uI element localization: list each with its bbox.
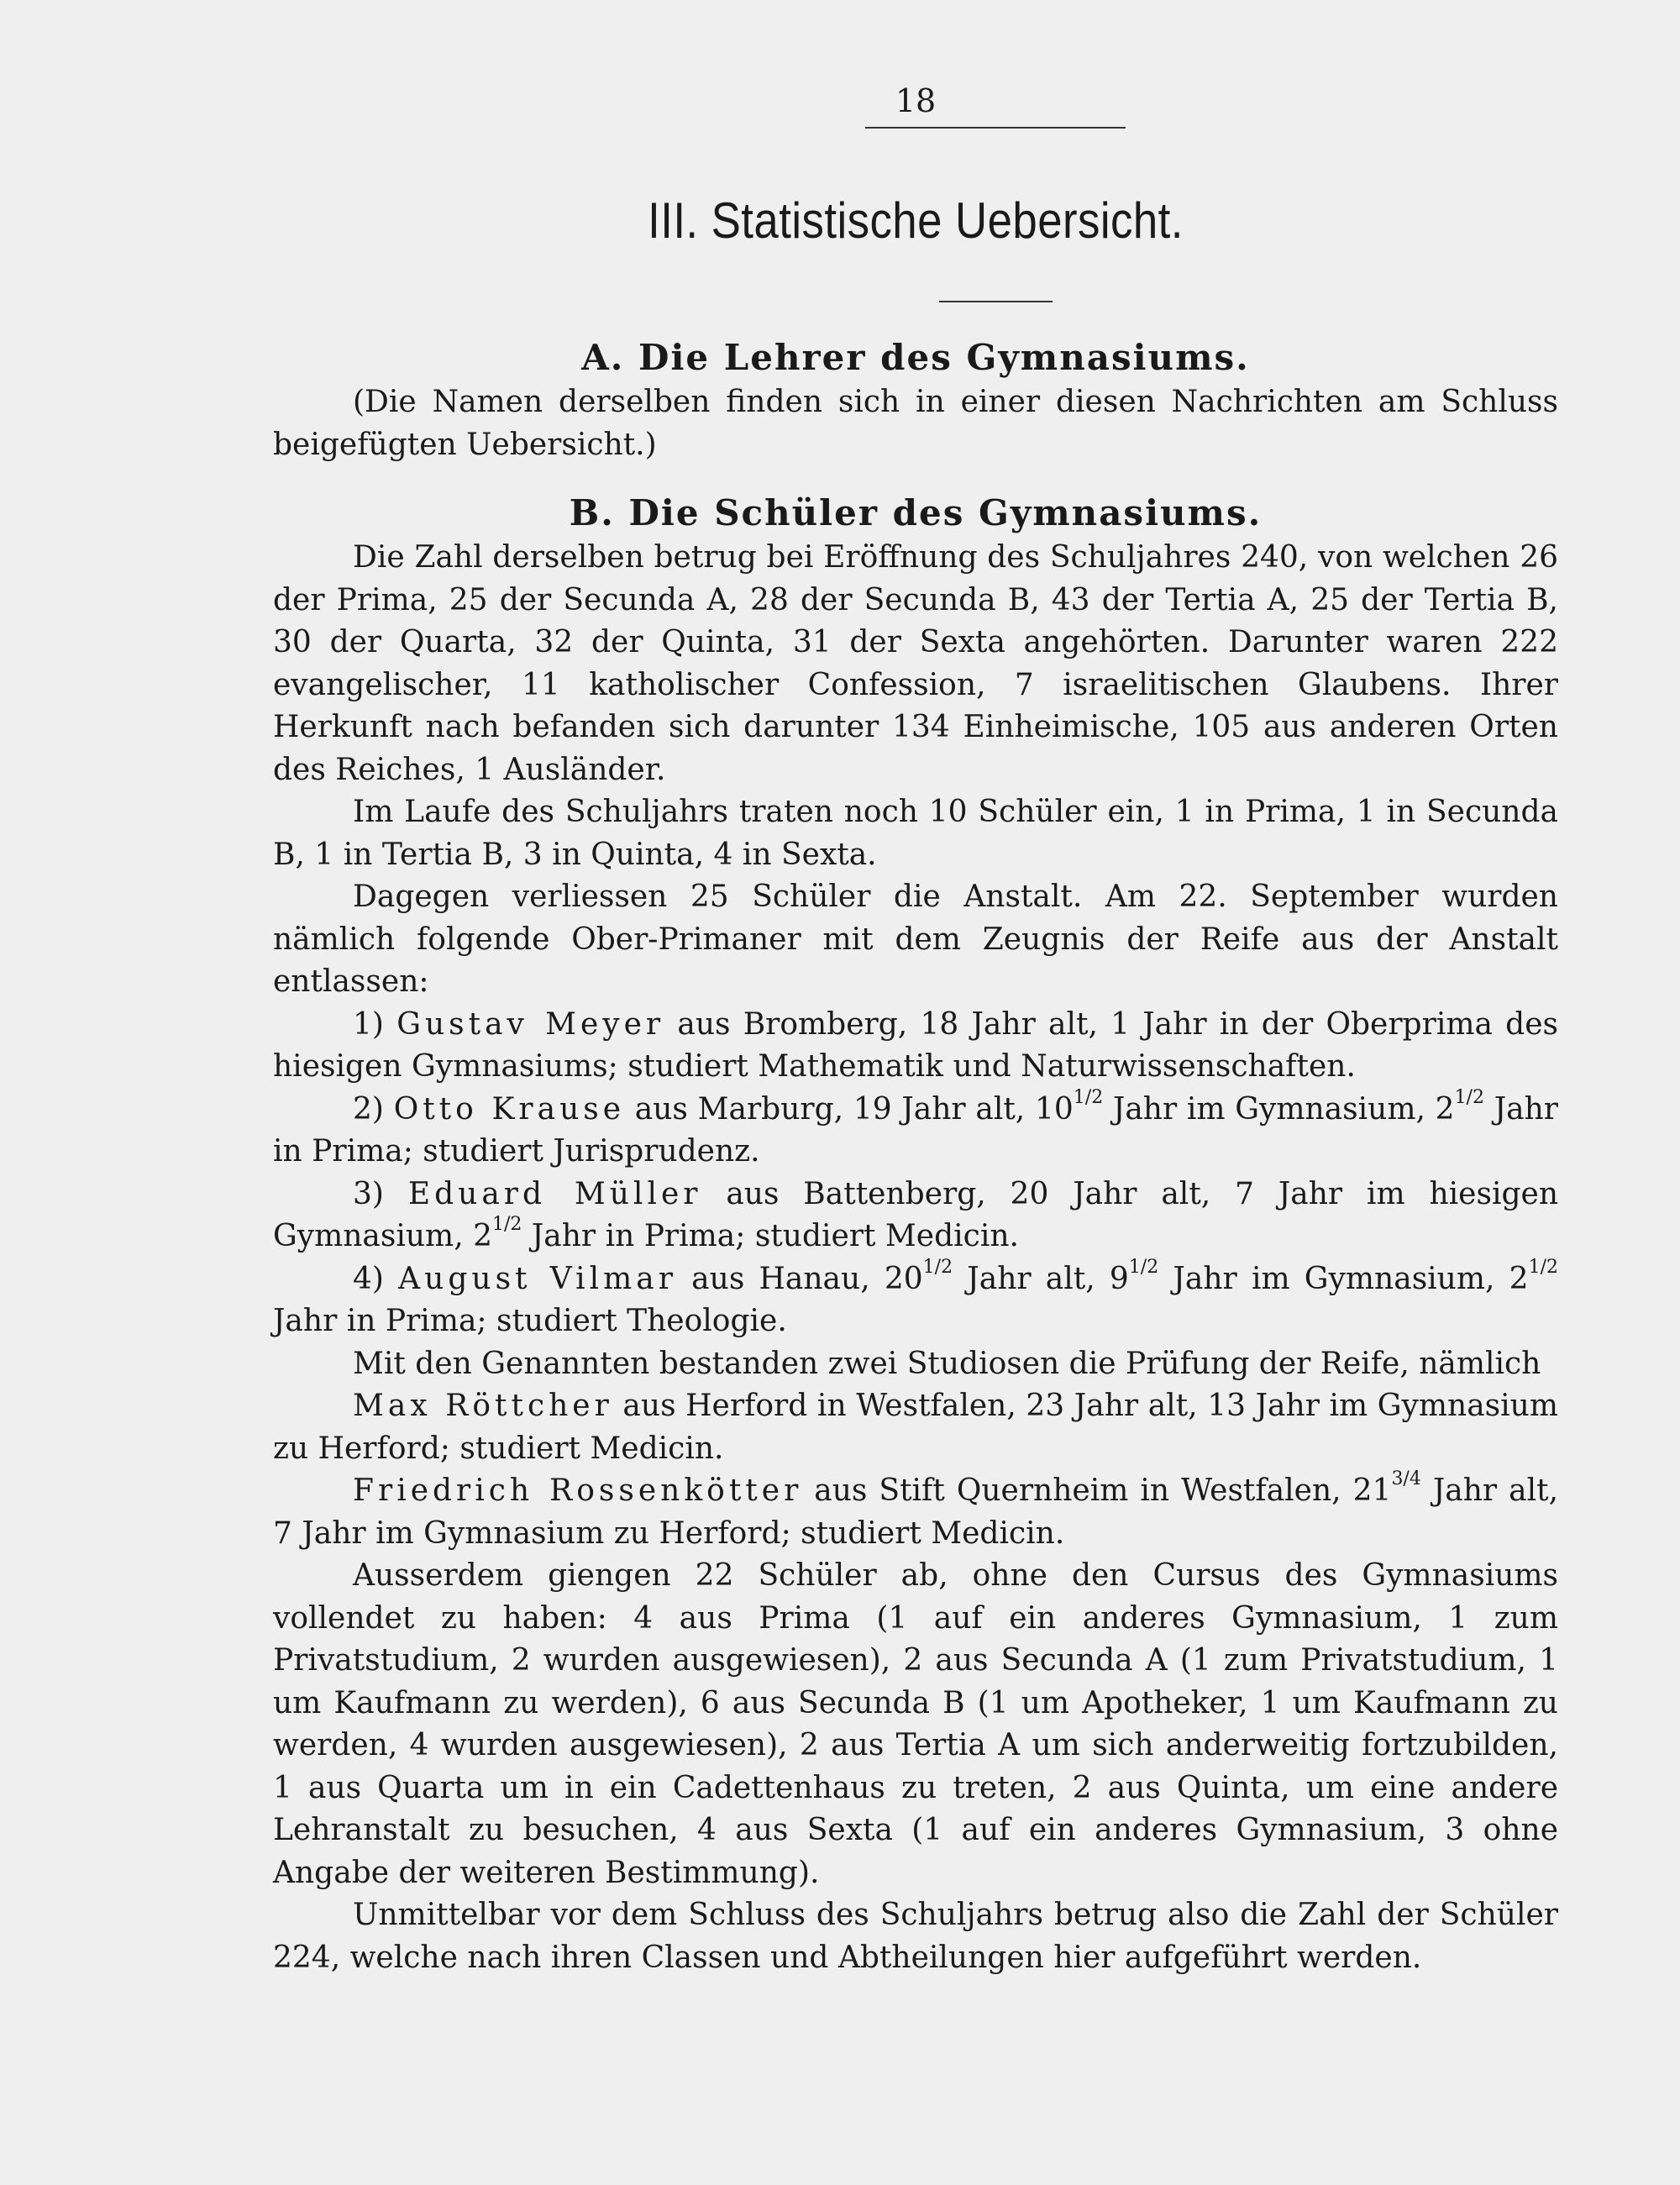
page-title: III. Statistische Uebersicht. (648, 192, 1184, 249)
paragraph-extra-examinees: Mit den Genannten bestanden zwei Studiosen die Prüfung der Reife, nämlich (353, 1346, 1541, 1381)
extra-name: Max Röttcher (353, 1389, 613, 1423)
graduate-number: 3) (353, 1176, 384, 1211)
graduate-number: 1) (353, 1006, 384, 1042)
graduate-details: Jahr alt, 9 (953, 1261, 1129, 1296)
extra-details: Jahr alt, 7 Jahr im Gymnasium zu Herford; studiert Medicin. (273, 1473, 1559, 1551)
paragraph-departures: Dagegen verliessen 25 Schüler die Anstalt. Am 22. September wurden nämlich folgende Ober-Primaner mit dem Zeugnis der Reife aus der Anstalt entlassen: (273, 880, 1558, 999)
graduate-entry-4 (273, 1258, 1558, 1343)
extra-entry-1 (273, 1385, 1558, 1470)
fraction: 1/2 (1128, 1256, 1159, 1278)
section-a-text: (Die Namen derselben finden sich in einer diesen Nachrichten am Schluss beigefügten Uebersicht.) (273, 385, 1558, 462)
fraction: 1/2 (1528, 1256, 1558, 1278)
graduate-name: Gustav Meyer (396, 1006, 665, 1042)
graduate-entry-1 (273, 1004, 1558, 1089)
page-number: 18 (895, 82, 937, 119)
graduate-details: aus Marburg, 19 Jahr alt, 10 (625, 1091, 1074, 1127)
graduate-entry-2 (273, 1086, 1558, 1174)
title-rule (939, 301, 1053, 302)
fraction: 3/4 (1391, 1468, 1421, 1489)
fraction: 1/2 (491, 1214, 522, 1235)
paragraph-final-count: Unmittelbar vor dem Schluss des Schuljahrs betrug also die Zahl der Schüler 224, welche nach ihren Classen und Abtheilungen hier aufgeführt werden. (273, 1898, 1558, 1975)
graduate-details: Jahr im Gymnasium, 2 (1158, 1261, 1529, 1296)
graduate-name: Otto Krause (393, 1091, 626, 1127)
extra-details: aus Herford in Westfalen, 23 Jahr alt, 13 Jahr im Gymnasium zu Herford; studiert Medicin. (273, 1389, 1558, 1466)
graduate-details: aus Bromberg, 18 Jahr alt, 1 Jahr in der Oberprima des hiesigen Gymnasiums; studiert Mathematik und Naturwissenschaften. (273, 1006, 1558, 1084)
extra-name: Friedrich Rossenkötter (353, 1473, 803, 1508)
section-a-heading: A. Die Lehrer des Gymnasiums. (581, 337, 1250, 378)
graduate-name: August Vilmar (398, 1261, 677, 1296)
graduate-number: 2) (353, 1091, 384, 1127)
graduate-entry-3 (273, 1174, 1558, 1258)
section-b-heading: B. Die Schüler des Gymnasiums. (569, 492, 1263, 533)
paragraph-enrollment: Die Zahl derselben betrug bei Eröffnung des Schuljahres 240, von welchen 26 der Prima, 25 der Secunda A, 28 der Secunda B, 43 der Tertia A, 25 der Tertia B, 30 der Quarta, 32 der Quinta, 31 der Sexta angehörten. Darunter waren 222 evangelischer, 11 katholischer Confession, 7 israelitischen Glaubens. Ihrer Herkunft nach befanden sich darunter 134 Einheimische, 105 aus anderen Orten des Reiches, 1 Ausländer. (273, 540, 1558, 787)
fraction: 1/2 (1073, 1086, 1104, 1108)
graduate-number: 4) (353, 1261, 384, 1296)
header-rule (865, 127, 1126, 129)
graduate-details: aus Battenberg, 20 Jahr alt, 7 Jahr im hiesigen Gymnasium, 2 (273, 1176, 1558, 1253)
graduate-details: aus Hanau, 20 (676, 1261, 923, 1296)
fraction: 1/2 (1454, 1086, 1484, 1108)
paragraph-early-leavers: Ausserdem giengen 22 Schüler ab, ohne den Cursus des Gymnasiums vollendet zu haben: 4 aus Prima (1 auf ein anderes Gymnasium, 1 zum Privatstudium, 2 wurden ausgewiesen), 2 aus Secunda A (1 zum Privatstudium, 1 um Kaufmann zu werden), 6 aus Secunda B (1 um Apotheker, 1 um Kaufmann zu werden, 4 wurden ausgewiesen), 2 aus Tertia A um sich anderweitig fortzubilden, 1 aus Quarta um in ein Cadettenhaus zu treten, 2 aus Quinta, um eine andere Lehranstalt zu besuchen, 4 aus Sexta (1 auf ein anderes Gymnasium, 3 ohne Angabe der weiteren Bestimmung). (273, 1558, 1558, 1890)
paragraph-new-students: Im Laufe des Schuljahrs traten noch 10 Schüler ein, 1 in Prima, 1 in Secunda B, 1 in Tertia B, 3 in Quinta, 4 in Sexta. (273, 795, 1558, 872)
graduate-details: Jahr in Prima; studiert Jurisprudenz. (273, 1091, 1558, 1169)
graduate-name: Eduard Müller (407, 1176, 702, 1211)
extra-details: aus Stift Quernheim in Westfalen, 21 (802, 1473, 1392, 1508)
page-content (273, 80, 1558, 1979)
graduate-details: Jahr in Prima; studiert Medicin. (522, 1219, 1019, 1253)
graduate-details: Jahr in Prima; studiert Theologie. (273, 1304, 787, 1338)
graduate-details: Jahr im Gymnasium, 2 (1103, 1091, 1455, 1127)
extra-entry-2 (273, 1470, 1558, 1555)
fraction: 1/2 (922, 1256, 953, 1278)
